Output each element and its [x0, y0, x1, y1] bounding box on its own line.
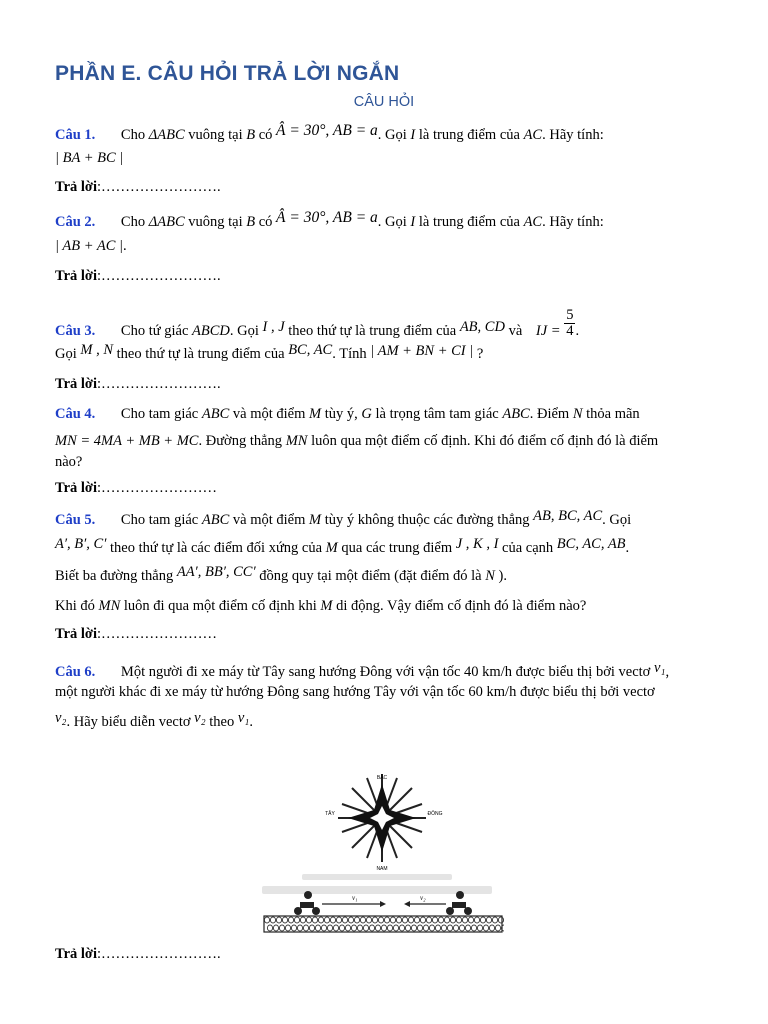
text: luôn qua một điểm cố định. Khi đó điểm cố định đó là điểm	[311, 433, 659, 449]
fraction-denominator: 4	[566, 323, 574, 339]
question-label: Câu 4.	[55, 406, 96, 422]
math: v₂	[55, 710, 67, 726]
math: I , J	[262, 318, 285, 335]
text: . Hãy biểu diễn vectơ	[66, 714, 191, 730]
text: di động. Vậy điểm cố định đó là điểm nào?	[336, 598, 587, 614]
vector-v2-label: v₂	[420, 894, 426, 902]
question-5-line-3	[55, 564, 507, 585]
text: tùy ý,	[324, 406, 358, 422]
text: theo thứ tự là trung điểm của	[288, 322, 457, 339]
math: B	[246, 127, 256, 143]
answer-blank: :…………………….	[97, 268, 221, 284]
math: G	[361, 406, 372, 422]
question-5	[55, 508, 632, 529]
text: luôn đi qua một điểm cố định khi	[123, 598, 317, 614]
math: v₁	[653, 660, 666, 676]
question-1	[55, 122, 604, 144]
compass-north-label: BẮC	[376, 775, 388, 781]
math: ABC	[502, 406, 530, 422]
motorbike-left-icon	[294, 891, 320, 915]
road	[264, 916, 504, 932]
math: M	[325, 540, 338, 556]
math: I	[410, 214, 416, 230]
road-stone	[501, 925, 504, 931]
math: MN	[98, 598, 121, 614]
math: v₂	[194, 710, 206, 726]
text: theo	[209, 714, 235, 730]
text: .	[122, 238, 127, 254]
math: I	[410, 127, 416, 143]
math: BC, AC, AB	[556, 536, 626, 552]
math: A′, B′, C′	[55, 536, 107, 552]
answer-blank: :…………………….	[97, 179, 221, 195]
math: IJ =	[535, 322, 561, 339]
math: B	[246, 214, 256, 230]
math: Â = 30°, AB = a	[276, 209, 378, 226]
text: Biết ba đường thẳng	[55, 568, 174, 584]
answer-line	[55, 179, 221, 196]
text: có	[258, 214, 273, 230]
question-2-expression	[55, 238, 127, 255]
text: Cho	[120, 214, 146, 230]
question-3-line-2	[55, 342, 484, 363]
question-4	[55, 406, 640, 423]
text: của cạnh	[502, 540, 554, 556]
vector-v1-arrow	[322, 894, 386, 907]
answer-label: Trả lời	[55, 268, 97, 284]
math: | AB + AC |	[55, 238, 123, 254]
math: ΔABC	[148, 127, 185, 143]
text: .	[575, 322, 580, 339]
text: theo thứ tự là trung điểm của	[116, 346, 285, 362]
answer-label: Trả lời	[55, 480, 97, 496]
math: M	[309, 512, 322, 528]
text: . Điểm	[529, 406, 570, 422]
fraction-numerator: 5	[566, 307, 574, 323]
faded-caption	[262, 874, 492, 894]
text: . Hãy tính:	[542, 214, 604, 230]
compass-and-road-figure	[262, 762, 504, 934]
question-label: Câu 1.	[55, 127, 96, 143]
text: . Gọi	[602, 512, 632, 528]
text: . Hãy tính:	[542, 127, 604, 143]
text: ).	[498, 568, 507, 584]
answer-line	[55, 626, 217, 643]
vector-v1-label: v₁	[352, 894, 358, 902]
text: Gọi	[55, 346, 77, 362]
math: | AM + BN + CI |	[370, 343, 474, 359]
math: N	[485, 568, 495, 584]
text: ,	[665, 664, 670, 680]
answer-blank: :……………………	[97, 480, 218, 496]
question-label: Câu 6.	[55, 664, 96, 680]
section-subtitle: CÂU HỎI	[353, 94, 415, 110]
answer-blank: :…………………….	[97, 946, 221, 962]
text: qua các trung điểm	[341, 540, 453, 556]
answer-line	[55, 268, 221, 285]
text: Khi đó	[55, 598, 95, 614]
math: M	[309, 406, 322, 422]
answer-blank: :……………………	[97, 626, 218, 642]
answer-line	[55, 946, 221, 963]
compass-south-label: NAM	[376, 866, 388, 872]
question-6	[55, 660, 670, 681]
text: là trung điểm của	[418, 214, 520, 230]
math: MN = 4MA + MB + MC	[55, 433, 199, 449]
text: Cho tam giác	[120, 512, 199, 528]
math: AC	[523, 127, 543, 143]
question-label: Câu 2.	[55, 214, 96, 230]
text: Cho tứ giác	[120, 322, 189, 339]
vector-v2-arrow	[404, 894, 446, 907]
text: . Gọi	[377, 127, 407, 143]
math: Â = 30°, AB = a	[276, 122, 378, 139]
math: AA′, BB′, CC′	[176, 564, 256, 580]
text: là trọng tâm tam giác	[375, 406, 499, 422]
question-6-line-3	[55, 710, 253, 731]
math: M , N	[80, 342, 113, 358]
text: .	[249, 714, 253, 730]
text: Một người đi xe máy từ Tây sang hướng Đông với vận tốc 40 km/h được biểu thị bởi vectơ	[120, 664, 651, 680]
math: BC, AC	[288, 342, 333, 358]
math: AB, CD	[459, 318, 505, 335]
text: . Đường thẳng	[198, 433, 283, 449]
answer-label: Trả lời	[55, 179, 97, 195]
math: M	[320, 598, 333, 614]
compass-rose	[325, 773, 442, 872]
compass-east-label: ĐÔNG	[427, 811, 443, 817]
question-5-line-2	[55, 536, 630, 557]
text: là trung điểm của	[418, 127, 520, 143]
text: và	[508, 322, 523, 339]
math: AC	[523, 214, 543, 230]
question-4-line-2	[55, 433, 658, 450]
math: J , K , I	[455, 536, 499, 552]
text: . Gọi	[377, 214, 407, 230]
answer-label: Trả lời	[55, 626, 97, 642]
text: và một điểm	[232, 512, 306, 528]
compass-west-label: TÂY	[325, 811, 335, 817]
text: tùy ý không thuộc các đường thẳng	[324, 512, 530, 528]
answer-blank: :…………………….	[97, 376, 221, 392]
text: theo thứ tự là các điểm đối xứng của	[110, 540, 323, 556]
question-1-expression: | BA + BC |	[55, 150, 124, 166]
text: vuông tại	[188, 127, 243, 143]
section-title: PHẦN E. CÂU HỎI TRẢ LỜI NGẮN	[55, 62, 400, 85]
text: thỏa mãn	[586, 406, 640, 422]
math: MN	[285, 433, 308, 449]
text: . Tính	[332, 346, 367, 362]
answer-label: Trả lời	[55, 946, 97, 962]
text: . Gọi	[229, 322, 259, 339]
math: ABC	[201, 512, 230, 528]
answer-line	[55, 480, 217, 497]
math: v₁	[237, 710, 250, 726]
answer-line	[55, 376, 221, 393]
motorbike-right-icon	[446, 891, 472, 915]
math: ΔABC	[148, 214, 185, 230]
question-label: Câu 5.	[55, 512, 96, 528]
text: có	[258, 127, 273, 143]
math: ABC	[201, 406, 230, 422]
question-2	[55, 209, 604, 231]
text: ?	[476, 346, 484, 362]
text: vuông tại	[188, 214, 243, 230]
question-label: Câu 3.	[55, 322, 96, 339]
question-4-line-3: nào?	[55, 454, 83, 470]
text: Cho	[120, 127, 146, 143]
text: và một điểm	[232, 406, 306, 422]
question-5-line-4	[55, 598, 586, 615]
math: AB, BC, AC	[533, 508, 603, 524]
math: N	[572, 406, 583, 422]
text: đồng quy tại một điểm (đặt điểm đó là	[259, 568, 482, 584]
fraction	[564, 308, 575, 339]
text: .	[625, 540, 630, 556]
question-6-line-2: một người khác đi xe máy từ hướng Đông sang hướng Tây với vận tốc 60 km/h được biểu thị bởi vectơ	[55, 684, 655, 700]
math: ABCD	[192, 322, 230, 339]
text: Cho tam giác	[120, 406, 199, 422]
answer-label: Trả lời	[55, 376, 97, 392]
